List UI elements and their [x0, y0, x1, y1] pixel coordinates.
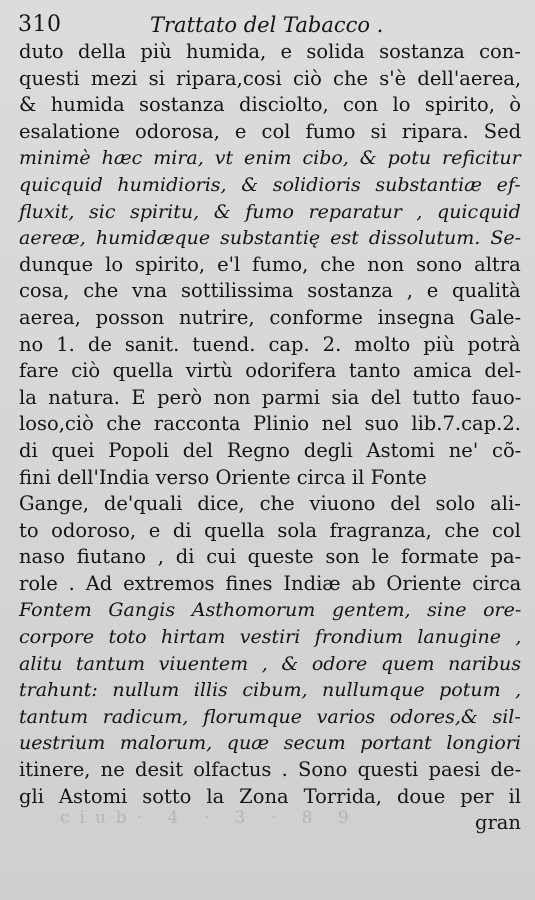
text-line: aereæ, humidæque substantię est dissolutum. Se- — [19, 227, 522, 250]
text-line: fluxit, sic spiritu, & fumo reparatur , quicquid — [19, 200, 521, 223]
text-line: la natura. E però non parmi sia del tutto fauo- — [19, 385, 522, 409]
text-line: fini dell'India verso Oriente circa il Fonte — [19, 465, 427, 489]
text-line: minimè hæc mira, vt enim cibo, & potu reficitur — [19, 147, 521, 170]
text-line: di quei Popoli del Regno degli Astomi ne' cõ- — [19, 438, 522, 462]
text-line: & humida sostanza disciolto, con lo spirito, ò — [19, 93, 521, 117]
text-line: corpore toto hirtam vestiri frondium lanugine , — [19, 626, 522, 649]
running-title: Trattato del Tabacco . — [150, 13, 384, 37]
text-line: tantum radicum, florumque varios odores,& sil- — [19, 705, 521, 728]
text-line: gran — [475, 811, 521, 835]
text-line: alitu tantum viuentem , & odore quem naribus — [19, 652, 521, 675]
page-number: 310 — [18, 12, 62, 37]
bleed-through-text: ciub· 4 · 3 · 8 9 — [60, 808, 359, 828]
text-line: questi mezi si ripara,cosi ciò che s'è dell'aerea, — [19, 66, 522, 90]
text-line: uestrium malorum, quæ secum portant longiori — [19, 732, 521, 755]
body-text — [19, 39, 521, 837]
text-line: Gange, de'quali dice, che viuono del solo ali- — [19, 492, 521, 516]
text-line: trahunt: nullum illis cibum, nullumque potum , — [19, 679, 522, 702]
text-line: role . Ad extremos fines Indiæ ab Oriente circa — [19, 571, 522, 595]
text-line: itinere, ne desit olfactus . Sono questi paesi de- — [19, 758, 522, 782]
text-line: naso fiutano , di cui queste son le formate pa- — [19, 545, 522, 569]
text-line: fare ciò quella virtù odorifera tanto amica del- — [19, 359, 522, 383]
page-header — [18, 10, 518, 40]
text-line: aerea, posson nutrire, conforme insegna Gale- — [19, 305, 522, 329]
text-line: gli Astomi sotto la Zona Torrida, doue per il — [19, 784, 521, 808]
text-line: dunque lo spirito, e'l fumo, che non sono altra — [19, 252, 521, 276]
text-line: to odoroso, e di quella sola fragranza, che col — [19, 518, 521, 542]
text-line: quicquid humidioris, & solidioris substantiæ ef- — [19, 173, 521, 196]
text-line: duto della più humida, e solida sostanza con- — [19, 40, 521, 63]
text-line: Fontem Gangis Asthomorum gentem, sine ore- — [19, 599, 522, 622]
text-line: esalatione odorosa, e col fumo si ripara. Sed — [19, 119, 522, 143]
text-line: loso,ciò che racconta Plinio nel suo lib.7.cap.2. — [19, 412, 521, 436]
text-line: no 1. de sanit. tuend. cap. 2. molto più potrà — [19, 332, 521, 356]
text-line: cosa, che vna sottilissima sostanza , e qualità — [19, 279, 521, 303]
